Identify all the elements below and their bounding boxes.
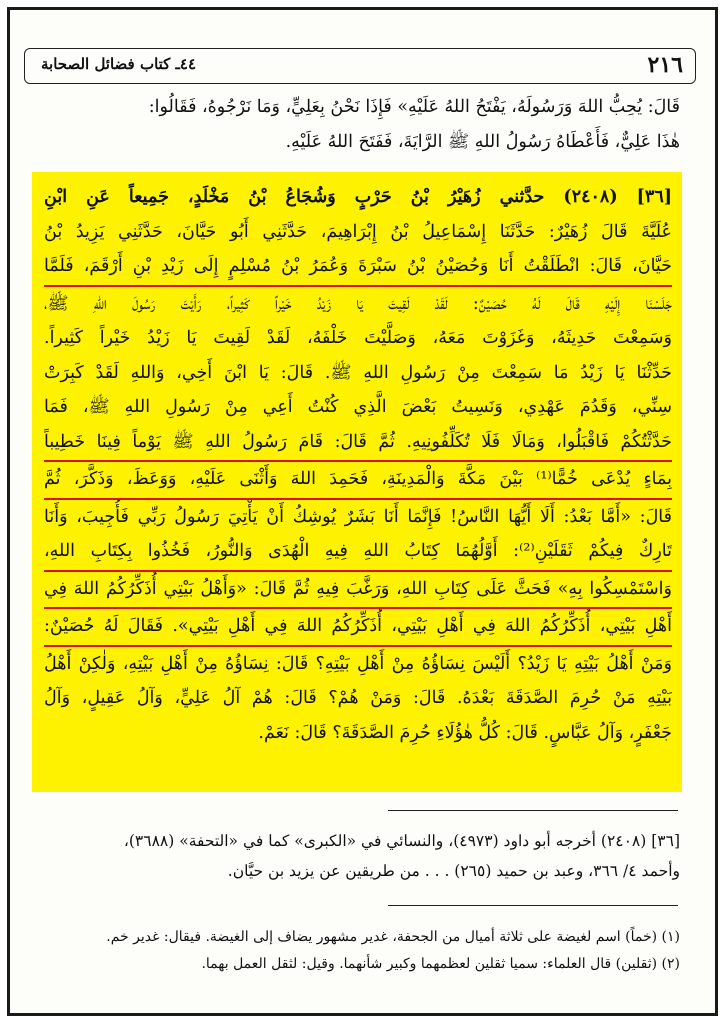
hadith-line-underlined: حَيَّانَ، قَالَ: انْطَلَقْتُ أَنَا وَحُصَيْنُ بْنُ سَبْرَةَ وَعُمَرُ بْنُ مُسْلِمٍ إِلَى زَيْدِ بْنِ أَرْقَمَ، فَلَمَّا: [44, 249, 672, 287]
highlighted-hadith-block: [32, 172, 682, 792]
takhrij-line: [٣٦] (٢٤٠٨) أخرجه أبو داود (٤٩٧٣)، والنسائي في «الكبرى» كما في «التحفة» (٣٦٨٨)،: [123, 832, 680, 850]
hadith-line: حَدِّثْنَا يَا زَيْدُ مَا سَمِعْتَ مِنْ رَسُولِ اللهِ ﷺ. قَالَ: يَا ابْنَ أَخِي، وَاللهِ لَقَدْ كَبِرَتْ: [44, 362, 672, 383]
hadith-line: [٣٦] (٢٤٠٨) حدَّثني زُهَيْرُ بْنُ حَرْبٍ وَشُجَاعُ بْنُ مَخْلَدٍ، جَمِيعاً عَنِ ابْنِ: [44, 187, 672, 207]
footnote-1: (١) (خماً) اسم لغيضة على ثلاثة أميال من الجحفة، غدير مشهور يضاف إلى الغيضة. فيقال: غدير خم.: [106, 929, 680, 945]
footnotes: [40, 924, 680, 978]
takhrij-line: وأحمد ٤/ ٣٦٦، وعبد بن حميد (٢٦٥) . . . من طريقين عن يزيد بن حيَّان.: [227, 862, 680, 880]
footnote-divider: [388, 905, 678, 906]
hadith-line: جَعْفَرٍ، وَآلُ عَبَّاسٍ. قَالَ: كُلُّ هٰؤُلَاءِ حُرِمَ الصَّدَقَةَ؟ قَالَ: نَعَمْ.: [258, 722, 672, 743]
hadith-line-underlined: تَارِكٌ فِيكُمْ ثَقَلَيْنِ⁽²⁾: أَوَّلُهُمَا كِتَابُ اللهِ فِيهِ الْهُدَى وَالنُّورُ، فَخُذُوا بِكِتَابِ اللهِ،: [44, 534, 672, 572]
text-line: هٰذَا عَلِيٌّ، فَأَعْطَاهُ رَسُولُ اللهِ ﷺ الرَّايَةَ، فَفَتَحَ اللهُ عَلَيْهِ.: [285, 132, 680, 152]
page-header: [24, 48, 696, 84]
running-title: ٤٤ـ كتاب فضائل الصحابة: [41, 55, 197, 73]
text-line: قَالَ: يُحِبُّ اللهَ وَرَسُولَهُ، يَفْتَحُ اللهُ عَلَيْهِ» فَإِذَا نَحْنُ بِعَلِيٍّ، وَمَا نَرْجُوهُ، فَقَالُوا:: [148, 97, 680, 117]
hadith-line-underlined: بِمَاءٍ يُدْعَى خُمًّا⁽¹⁾ بَيْنَ مَكَّةَ وَالْمَدِينَةِ، فَحَمِدَ اللهَ وَأَثْنَى عَلَيْهِ، وَوَعَظَ، وَذَكَّرَ، ثُمَّ: [44, 462, 672, 500]
page-number: ٢١٦: [647, 52, 683, 78]
hadith-line-underlined: وَاسْتَمْسِكُوا بِهِ» فَحَثَّ عَلَى كِتَابِ اللهِ، وَرَغَّبَ فِيهِ ثُمَّ قَالَ: «وَأَهْلُ بَيْتِي أُذَكِّرُكُمُ اللهَ فِي: [44, 572, 672, 610]
hadith-line: سِنِّي، وَقَدُمَ عَهْدِي، وَنَسِيتُ بَعْضَ الَّذِي كُنْتُ أَعِي مِنْ رَسُولِ اللهِ ﷺ، فَمَا: [44, 397, 672, 417]
hadith-line-underlined: حَدَّثْتُكُمْ فَاقْبَلُوا، وَمَالَا فَلَا تُكَلِّفُونِيهِ. ثُمَّ قَالَ: قَامَ رَسُولُ اللهِ ﷺ يَوْماً فِينَا خَطِيباً: [44, 425, 672, 463]
hadith-line: عُلَيَّةَ قَالَ زُهَيْرٌ: حَدَّثَنَا إِسْمَاعِيلُ بْنُ إِبْرَاهِيمَ، حَدَّثَنِي أَبُو حَيَّانَ، حَدَّثَنِي يَزِيدُ بْنُ: [44, 221, 672, 242]
hadith-line: جَلَسْنَا إِلَيْهِ قَالَ لَهُ حُصَيْنٌ: لَقَدْ لَقِيتَ يَا زَيْدُ خَيْراً كَثِيراً، رَأَيْتَ رَسُولَ اللهِ ﷺ،: [44, 293, 672, 314]
hadith-line: بَيْتِهِ مَنْ حُرِمَ الصَّدَقَةَ بَعْدَهُ. قَالَ: وَمَنْ هُمْ؟ قَالَ: هُمْ آلُ عَلِيٍّ، وَآلُ عَقِيلٍ، وَآلُ: [44, 688, 672, 708]
takhrij-divider: [388, 810, 678, 811]
preceding-hadith-ending: [40, 90, 680, 160]
hadith-line: وَمَنْ أَهْلُ بَيْتِهِ يَا زَيْدُ؟ أَلَيْسَ نِسَاؤُهُ مِنْ أَهْلِ بَيْتِهِ؟ قَالَ: نِسَاؤُهُ مِنْ أَهْلِ بَيْتِهِ، وَلٰكِنْ أَهْلُ: [44, 653, 672, 674]
hadith-line: قَالَ: «أَمَّا بَعْدُ: أَلَا أَيُّهَا النَّاسُ! فَإِنَّمَا أَنَا بَشَرٌ يُوشِكُ أَنْ يَأْتِيَ رَسُولُ رَبِّي فَأُجِيبَ، وَأَنَا: [44, 506, 672, 527]
footnote-2: (٢) (ثقلين) قال العلماء: سميا ثقلين لعظمهما وكبير شأنهما. وقيل: لثقل العمل بهما.: [201, 956, 680, 972]
hadith-text: [44, 180, 672, 750]
hadith-line-underlined: أَهْلِ بَيْتِي، أُذَكِّرُكُمُ اللهَ فِي أَهْلِ بَيْتِي، أُذَكِّرُكُمُ اللهَ فِي أَهْلِ بَيْتِي». فَقَالَ لَهُ حُصَيْنٌ:: [44, 609, 672, 647]
hadith-line: وَسَمِعْتَ حَدِيثَهُ، وَغَزَوْتَ مَعَهُ، وَصَلَّيْتَ خَلْفَهُ، لَقَدْ لَقِيتَ يَا زَيْدُ خَيْراً كَثِيراً.: [44, 328, 672, 348]
takhrij-note: [40, 826, 680, 886]
